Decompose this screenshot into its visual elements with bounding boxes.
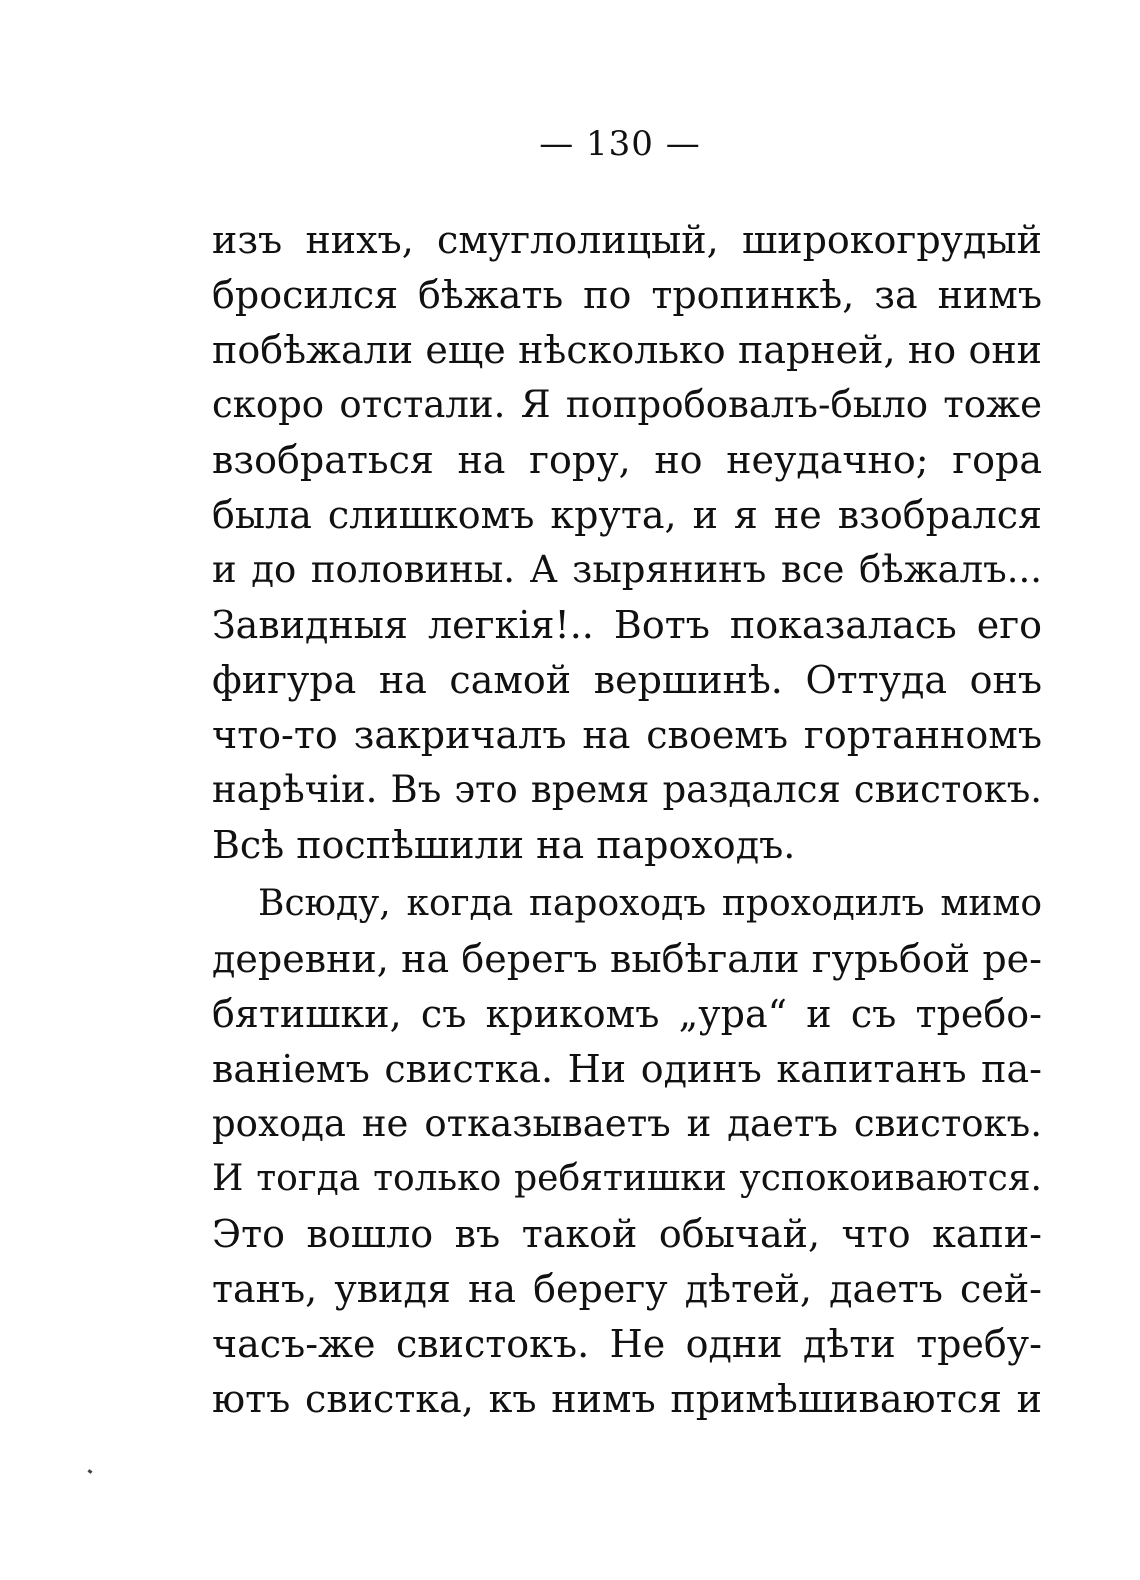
text-line: рохода не отказываетъ и даетъ свистокъ. [212, 1102, 1042, 1145]
text-line: изъ нихъ, смуглолицый, широкогрудый [212, 218, 1042, 262]
text-line: побѣжали еще нѣсколько парней, но они [212, 328, 1042, 372]
text-line: часъ-же свистокъ. Не одни дѣти требу- [212, 1322, 1042, 1366]
text-line: И тогда только ребятишки успокоиваются. [212, 1158, 1042, 1199]
text-line: что-то закричалъ на своемъ гортанномъ [212, 713, 1042, 757]
text-line: и до половины. А зырянинъ все бѣжалъ... [212, 548, 1042, 591]
text-line: танъ, увидя на берегу дѣтей, даетъ сей- [212, 1267, 1042, 1311]
text-line: ютъ свистка, къ нимъ примѣшиваются и [212, 1377, 1042, 1421]
text-line: бятишки, съ крикомъ „ура“ и съ требо- [212, 992, 1042, 1036]
text-line: была слишкомъ крута, и я не взобрался [212, 493, 1042, 537]
text-line: фигура на самой вершинѣ. Оттуда онъ [212, 658, 1042, 702]
text-line: ваніемъ свистка. Ни одинъ капитанъ па- [212, 1047, 1042, 1091]
text-line: бросился бѣжать по тропинкѣ, за нимъ [212, 273, 1042, 317]
text-line: Завидныя легкія!.. Вотъ показалась его [212, 603, 1042, 647]
text-line: скоро отстали. Я попробовалъ-было тоже [212, 383, 1042, 426]
text-line: Это вошло въ такой обычай, что капи- [212, 1212, 1042, 1256]
text-line: деревни, на берегъ выбѣгали гурьбой ре- [212, 937, 1042, 981]
page-number: — 130 — [539, 124, 701, 164]
scan-speck [88, 1469, 93, 1474]
text-line: Всюду, когда пароходъ проходилъ мимо [258, 883, 1042, 924]
text-line: нарѣчіи. Въ это время раздался свистокъ. [212, 768, 1042, 811]
text-line: Всѣ поспѣшили на пароходъ. [212, 823, 796, 867]
text-line: взобраться на гору, но неудачно; гора [212, 438, 1042, 482]
